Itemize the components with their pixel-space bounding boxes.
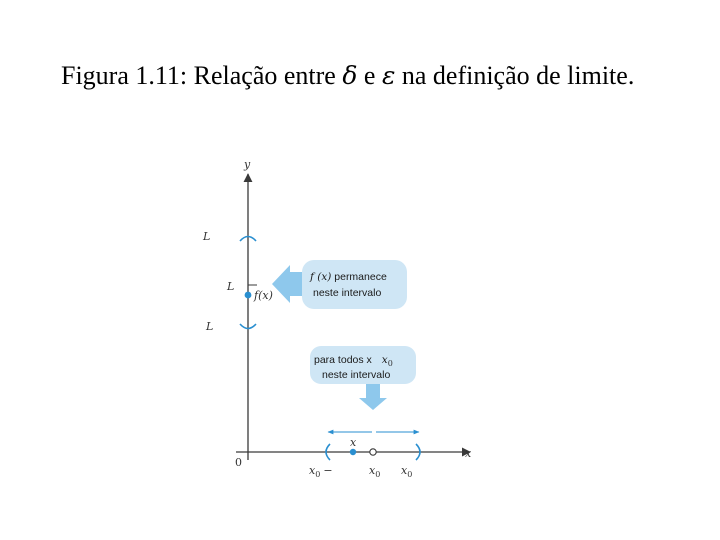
x0-open-point	[370, 449, 376, 455]
caption-mid: e	[357, 61, 382, 90]
epsilon-symbol: ε	[381, 61, 396, 90]
x-axis-label: x	[465, 447, 472, 460]
callout-bottom-line2: neste intervalo	[322, 369, 391, 381]
origin-label: 0	[235, 456, 242, 469]
x0-minus-label: x0 −	[309, 464, 333, 479]
caption-suffix: na definição de limite.	[395, 61, 635, 90]
callout-bottom-line1: para todos x x0	[314, 354, 393, 368]
x0-plus-label: x0	[401, 464, 413, 479]
x-point	[350, 449, 356, 455]
fx-point	[245, 292, 252, 299]
y-axis-label: y	[244, 158, 251, 171]
L-mid-label: L	[227, 280, 235, 293]
caption-prefix: Figura 1.11: Relação entre	[61, 61, 343, 90]
x-point-label: x	[350, 436, 357, 449]
callout-top	[302, 260, 407, 309]
arrow-down-icon	[359, 384, 387, 410]
L-lower-label: L	[206, 320, 214, 333]
x0-center-label: x0	[369, 464, 381, 479]
arrow-left-icon	[272, 265, 302, 303]
callout-top-line2: neste intervalo	[313, 287, 382, 299]
fx-label: f(x)	[254, 289, 273, 302]
delta-symbol: δ	[342, 61, 358, 90]
callout-top-line1: f (x) permanece	[310, 271, 387, 283]
L-upper-label: L	[203, 230, 211, 243]
